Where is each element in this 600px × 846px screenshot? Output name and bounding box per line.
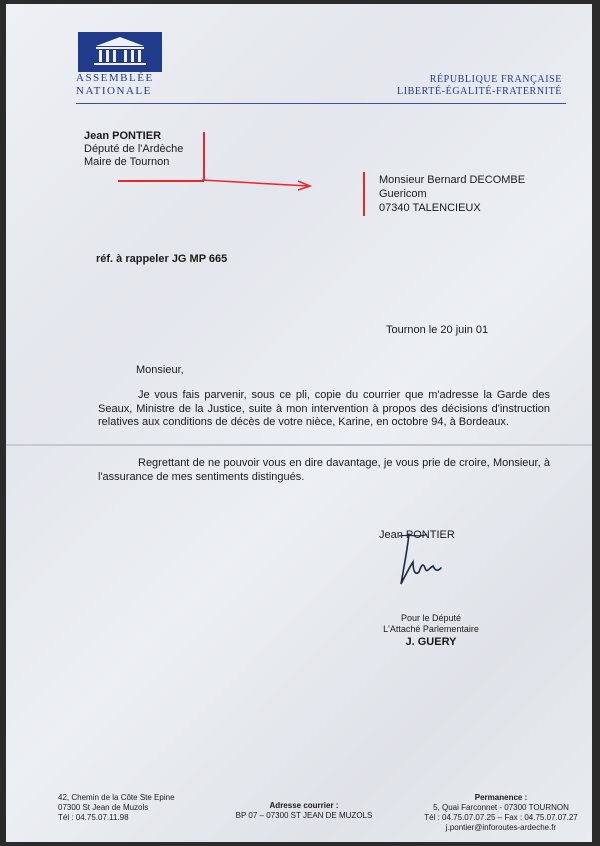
- red-annotation-horizontal: [118, 180, 204, 182]
- sender-name: Jean PONTIER: [84, 130, 162, 142]
- pour-line2: L'Attaché Parlementaire: [383, 624, 479, 634]
- footer-right-line2: 5, Quai Farconnet - 07300 TOURNON: [433, 803, 569, 812]
- recipient-company: Guericom: [379, 188, 427, 200]
- footer-mid-line1: Adresse courrier :: [269, 801, 339, 810]
- sender-role-mayor: Maire de Tournon: [84, 156, 170, 168]
- footer-mid-line2: BP 07 – 07300 ST JEAN DE MUZOLS: [235, 811, 373, 820]
- body-paragraph-1: Je vous fais parvenir, sous ce pli, copie du courrier que m'adresse la Garde des Seaux, Ministre de la Justice, suite à mon intervention à propos des décisions d'instruction relatives aux conditions de décès de votre nièce, Karine, en octobre 94, à Bordeaux.: [98, 389, 550, 428]
- assembly-name: [76, 72, 154, 98]
- recipient-name: Monsieur Bernard DECOMBE: [379, 174, 526, 186]
- footer-right-line1: Permanence :: [474, 793, 528, 802]
- paper-fold-crease: [6, 444, 592, 446]
- footer-right-line3: Tél : 04.75.07.07.25 – Fax : 04.75.07.07.27: [424, 813, 578, 822]
- recipient-city: 07340 TALENCIEUX: [379, 202, 481, 214]
- handwritten-signature: [391, 532, 451, 592]
- republic-line2: LIBERTÉ-ÉGALITÉ-FRATERNITÉ: [397, 86, 562, 97]
- footer-left-line3: Tél : 04.75.07.11.98: [58, 813, 129, 822]
- recipient-block: [379, 173, 525, 215]
- footer-email: j.pontier@inforoutes-ardeche.fr: [445, 823, 557, 832]
- republic-motto: [397, 74, 562, 98]
- red-annotation-vertical-right: [363, 172, 365, 216]
- assemblee-nationale-logo: [78, 32, 162, 72]
- sender-role-deputy: Député de l'Ardèche: [84, 143, 184, 155]
- attache-name: J. GUERY: [405, 636, 457, 648]
- signatory-name: Jean PONTIER: [379, 529, 455, 541]
- footer-home-address: [58, 793, 198, 823]
- footer-left-line1: 42, Chemin de la Côte Ste Epine: [58, 793, 175, 802]
- body-paragraph-2: Regrettant de ne pouvoir vous en dire davantage, je vous prie de croire, Monsieur, à l'assurance de mes sentiments distingués.: [98, 457, 550, 483]
- reference-line: réf. à rappeler JG MP 665: [96, 253, 228, 265]
- republic-line1: RÉPUBLIQUE FRANÇAISE: [429, 74, 562, 85]
- footer-mail-address: [214, 801, 394, 821]
- signed-on-behalf: [371, 613, 491, 635]
- assembly-line1: ASSEMBLÉE: [76, 72, 154, 84]
- assembly-line2: NATIONALE: [76, 85, 152, 97]
- sender-block: [84, 130, 183, 169]
- pour-line1: Pour le Député: [400, 613, 462, 623]
- salutation: Monsieur,: [136, 364, 184, 376]
- letter-date: Tournon le 20 juin 01: [386, 324, 489, 336]
- header-divider: [76, 103, 566, 104]
- footer-office-address: [406, 793, 592, 833]
- letter-page: [6, 4, 592, 842]
- footer-left-line2: 07300 St Jean de Muzols: [58, 803, 149, 812]
- red-arrow-icon: [202, 172, 314, 192]
